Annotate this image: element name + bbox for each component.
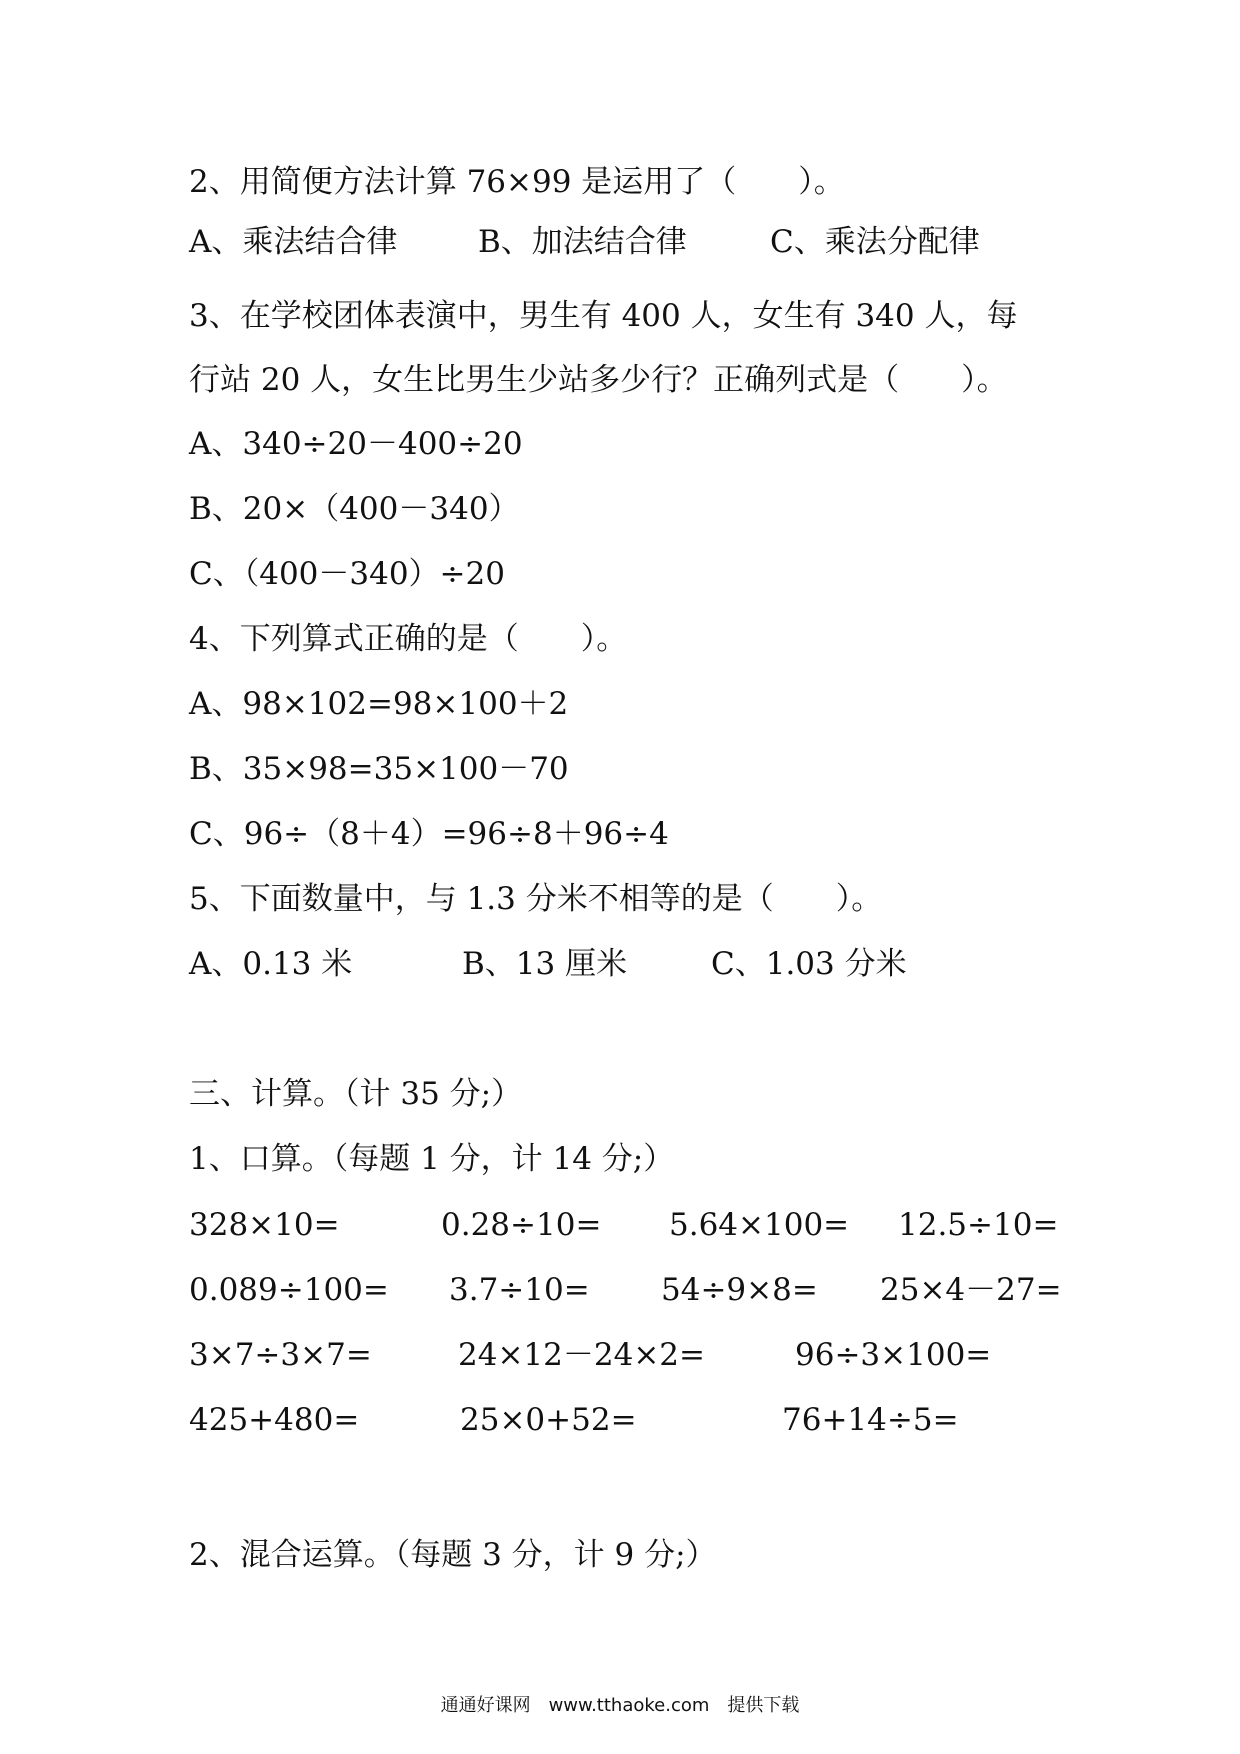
option-b: B、加法结合律 [478, 224, 687, 260]
oral-calc-item: 24×12－24×2= [458, 1337, 705, 1373]
oral-calc-item: 3.7÷10= [449, 1272, 590, 1308]
oral-calc-row-2 [0, 1270, 1240, 1310]
oral-calc-item: 3×7÷3×7= [189, 1337, 372, 1373]
oral-calc-item: 76+14÷5= [782, 1402, 959, 1438]
question-5-options [0, 944, 1240, 984]
oral-calc-item: 25×0+52= [460, 1402, 637, 1438]
question-3-option-a: A、340÷20－400÷20 [189, 426, 523, 462]
question-4-option-c: C、96÷（8＋4）=96÷8＋96÷4 [189, 816, 669, 852]
option-c: C、乘法分配律 [770, 224, 980, 260]
page-footer: 通通好课网 www.tthaoke.com 提供下载 [440, 1695, 800, 1716]
question-3-option-c: C、（400－340）÷20 [189, 556, 505, 592]
option-a: A、0.13 米 [189, 946, 353, 982]
mixed-calc-title: 2、混合运算。（每题 3 分，计 9 分;） [189, 1537, 717, 1573]
oral-calc-title: 1、口算。（每题 1 分，计 14 分;） [189, 1141, 675, 1177]
oral-calc-row-3 [0, 1335, 1240, 1375]
question-4-option-a: A、98×102=98×100＋2 [189, 686, 569, 722]
option-c: C、1.03 分米 [711, 946, 907, 982]
oral-calc-item: 425+480= [189, 1402, 360, 1438]
oral-calc-item: 54÷9×8= [661, 1272, 818, 1308]
oral-calc-item: 5.64×100= [669, 1207, 850, 1243]
oral-calc-item: 12.5÷10= [898, 1207, 1059, 1243]
option-b: B、13 厘米 [462, 946, 628, 982]
question-4-option-b: B、35×98=35×100－70 [189, 751, 569, 787]
oral-calc-item: 25×4－27= [880, 1272, 1062, 1308]
oral-calc-item: 96÷3×100= [795, 1337, 992, 1373]
option-a: A、乘法结合律 [189, 224, 398, 260]
section-3-title: 三、计算。（计 35 分;） [189, 1076, 523, 1112]
question-5-stem: 5、下面数量中，与 1.3 分米不相等的是（ ）。 [189, 881, 883, 917]
question-3-stem-line-1: 3、在学校团体表演中，男生有 400 人，女生有 340 人，每 [189, 298, 1018, 334]
question-2-stem: 2、用简便方法计算 76×99 是运用了（ ）。 [189, 164, 845, 200]
oral-calc-item: 328×10= [189, 1207, 340, 1243]
oral-calc-row-4 [0, 1400, 1240, 1440]
question-2-options [0, 222, 1240, 262]
oral-calc-item: 0.28÷10= [441, 1207, 602, 1243]
question-4-stem: 4、下列算式正确的是（ ）。 [189, 621, 628, 657]
question-3-option-b: B、20×（400－340） [189, 491, 520, 527]
question-3-stem-line-2: 行站 20 人，女生比男生少站多少行？正确列式是（ ）。 [189, 362, 1008, 398]
oral-calc-item: 0.089÷100= [189, 1272, 389, 1308]
oral-calc-row-1 [0, 1205, 1240, 1245]
